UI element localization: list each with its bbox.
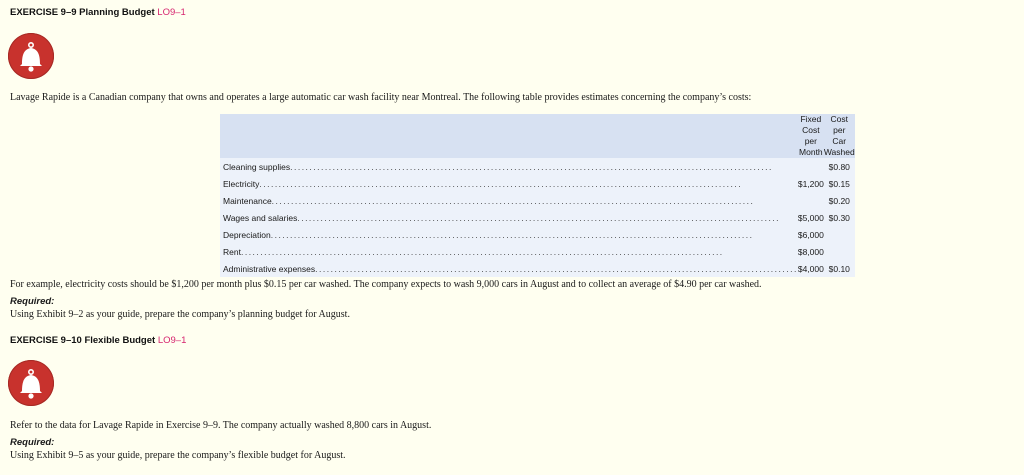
table-row: Maintenance............................................................................................................................. $0.20 bbox=[220, 192, 855, 209]
row-label: Rent bbox=[223, 246, 241, 257]
required-label: Required: bbox=[10, 437, 55, 448]
table-row: Electricity............................................................................................................................. $1,200 $0.15 bbox=[220, 175, 855, 192]
row-label: Cleaning supplies bbox=[223, 161, 291, 172]
var-cost-cell: $0.30 bbox=[824, 209, 855, 226]
col-fixed-cost: Fixed Cost per Month bbox=[799, 114, 823, 157]
required-label: Required: bbox=[10, 296, 55, 307]
col-cost-per-car: Cost per Car Washed bbox=[823, 114, 855, 157]
row-label: Wages and salaries bbox=[223, 212, 298, 223]
bell-icon bbox=[8, 33, 54, 79]
exercise-intro: Lavage Rapide is a Canadian company that owns and operates a large automatic car wash facility near Montreal. The following table provides estimates concerning the company’s costs: bbox=[10, 92, 752, 103]
fixed-cost-cell bbox=[798, 192, 824, 209]
var-cost-cell bbox=[824, 226, 855, 243]
fixed-cost-cell: $8,000 bbox=[798, 243, 824, 260]
exercise-title: EXERCISE 9–10 Flexible Budget bbox=[10, 335, 156, 346]
table-row: Rent............................................................................................................................. $8,000 bbox=[220, 243, 855, 260]
var-cost-cell: $0.15 bbox=[824, 175, 855, 192]
exercise-9-10-heading bbox=[10, 335, 186, 346]
table-header-row bbox=[220, 114, 855, 158]
example-text: For example, electricity costs should be $1,200 per month plus $0.15 per car washed. The company expects to wash 9,000 cars in August and to collect an average of $4.90 per car washed. bbox=[10, 279, 762, 290]
required-text: Using Exhibit 9–2 as your guide, prepare the company’s planning budget for August. bbox=[10, 309, 350, 320]
exercise-title: EXERCISE 9–9 Planning Budget bbox=[10, 7, 155, 18]
learning-objective: LO9–1 bbox=[157, 7, 186, 18]
fixed-cost-cell: $1,200 bbox=[798, 175, 824, 192]
table-row: Wages and salaries............................................................................................................................. $5,000 $0.30 bbox=[220, 209, 855, 226]
table-row: Depreciation............................................................................................................................. $6,000 bbox=[220, 226, 855, 243]
row-label: Depreciation bbox=[223, 229, 271, 240]
row-label: Electricity bbox=[223, 178, 260, 189]
var-cost-cell: $0.10 bbox=[824, 260, 855, 277]
row-label: Administrative expenses bbox=[223, 263, 316, 274]
table-row: Cleaning supplies............................................................................................................................. $0.80 bbox=[220, 158, 855, 175]
fixed-cost-cell: $6,000 bbox=[798, 226, 824, 243]
fixed-cost-cell: $5,000 bbox=[798, 209, 824, 226]
exercise-intro: Refer to the data for Lavage Rapide in Exercise 9–9. The company actually washed 8,800 cars in August. bbox=[10, 420, 432, 431]
row-label: Maintenance bbox=[223, 195, 272, 206]
fixed-cost-cell bbox=[798, 158, 824, 175]
exercise-9-9-heading bbox=[10, 7, 186, 18]
learning-objective: LO9–1 bbox=[157, 335, 187, 346]
cost-estimates-table bbox=[220, 114, 855, 277]
table-row: Administrative expenses............................................................................................................................. $4,000 $0.10 bbox=[220, 260, 855, 277]
required-text: Using Exhibit 9–5 as your guide, prepare the company’s flexible budget for August. bbox=[10, 450, 346, 461]
var-cost-cell: $0.80 bbox=[824, 158, 855, 175]
var-cost-cell bbox=[824, 243, 855, 260]
fixed-cost-cell: $4,000 bbox=[798, 260, 824, 277]
var-cost-cell: $0.20 bbox=[824, 192, 855, 209]
bell-icon bbox=[8, 360, 54, 406]
